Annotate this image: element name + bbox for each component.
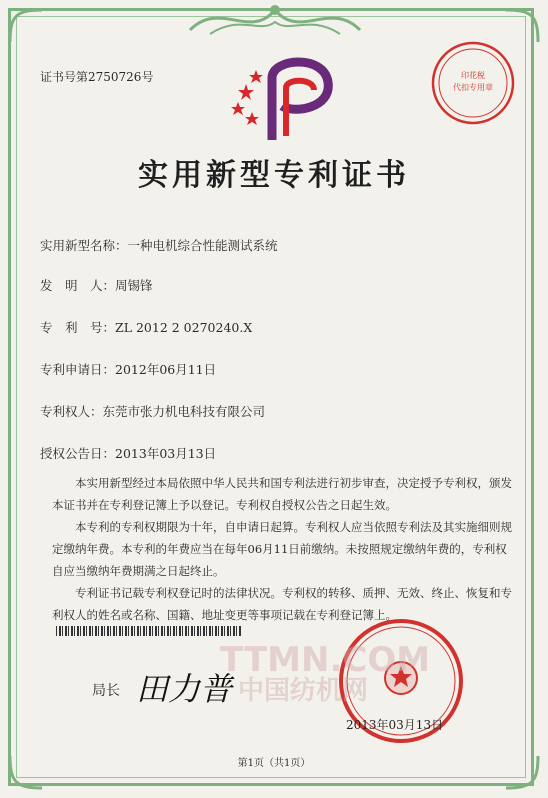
filing-date-row [40,360,216,378]
patent-number-value: ZL 2012 2 0270240.X [115,320,253,335]
certificate-title: 实用新型专利证书 [138,158,410,193]
corner-ornament-top-left [6,6,46,46]
filing-date-label: 专利申请日： [40,362,116,377]
svg-text:印花税: 印花税 [461,71,485,80]
top-ornament [180,0,370,40]
certificate-body [52,472,512,626]
watermark-text: TTMN.COM [220,640,431,680]
body-paragraph: 专利证书记载专利权登记时的法律状况。专利权的转移、质押、无效、终止、恢复和专利权人的姓名或名称、国籍、地址变更等事项记载在专利登记簿上。 [52,586,512,622]
patent-holder-value: 东莞市张力机电科技有限公司 [102,404,266,419]
patent-office-logo [224,48,344,144]
announcement-date-row [40,444,216,462]
inventor-value: 周锡锋 [115,278,153,293]
watermark-chinese: 中国纺机网 [238,676,369,706]
certificate-number: 证书号第2750726号 [40,70,154,84]
announcement-date-label: 授权公告日： [40,446,116,461]
page-number: 第1页（共1页） [237,758,311,769]
director-label: 局长 [92,683,120,699]
filing-date-value: 2012年06月11日 [115,362,217,377]
patent-number-label: 专 利 号： [40,320,116,335]
svg-text:代扣专用章: 代扣专用章 [453,83,493,92]
utility-model-name-row [40,236,278,254]
body-paragraph: 本实用新型经过本局依照中华人民共和国专利法进行初步审查，决定授予专利权，颁发本证书并在专利登记簿上予以登记。专利权自授权公告之日起生效。 [52,476,512,512]
inventor-row [40,276,153,294]
announcement-date-value: 2013年03月13日 [115,446,217,461]
name-value: 一种电机综合性能测试系统 [127,238,278,253]
body-paragraph: 本专利的专利权期限为十年，自申请日起算。专利权人应当依照专利法及其实施细则规定缴纳年费。本专利的年费应当在每年06月11日前缴纳。未按照规定缴纳年费的，专利权自应当缴纳年费期满之日起终止。 [52,520,512,578]
barcode [56,626,242,636]
inventor-label: 发 明 人： [40,278,116,293]
patent-number-row [40,318,252,336]
tax-seal-stamp [428,38,518,128]
patent-holder-label: 专利权人： [40,404,103,419]
name-label: 实用新型名称： [40,238,128,253]
seal-date: 2013年03月13日 [346,718,444,732]
patent-holder-row [40,402,265,420]
director-signature: 田力普 [136,670,233,708]
